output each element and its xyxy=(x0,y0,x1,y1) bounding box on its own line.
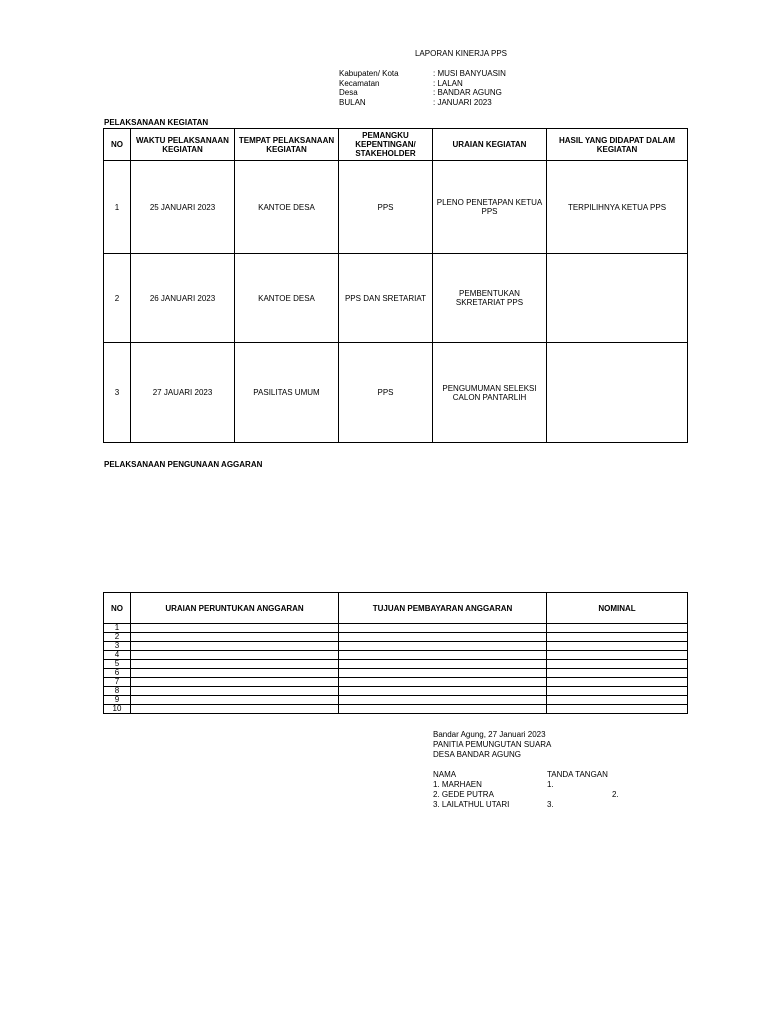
meta-label: Kabupaten/ Kota xyxy=(339,69,399,78)
budget-section-title: PELAKSANAAN PENGUNAAN AGGARAN xyxy=(104,460,263,469)
table-cell: 25 JANUARI 2023 xyxy=(131,161,235,254)
header-cell: PEMANGKU KEPENTINGAN/ STAKEHOLDER xyxy=(339,129,433,161)
table-cell xyxy=(339,642,547,651)
village-name: DESA BANDAR AGUNG xyxy=(433,750,522,759)
meta-label: Desa xyxy=(339,88,358,97)
table-row xyxy=(104,660,688,669)
table-cell xyxy=(339,669,547,678)
table-cell: PASILITAS UMUM xyxy=(235,343,339,443)
header-cell: URAIAN PERUNTUKAN ANGGARAN xyxy=(131,593,339,624)
table-row xyxy=(104,254,688,343)
header-cell: TEMPAT PELAKSANAAN KEGIATAN xyxy=(235,129,339,161)
table-row xyxy=(104,642,688,651)
header-cell: WAKTU PELAKSANAAN KEGIATAN xyxy=(131,129,235,161)
table-cell xyxy=(131,678,339,687)
meta-label: Kecamatan xyxy=(339,79,380,88)
signer-name: 2. GEDE PUTRA xyxy=(433,790,494,799)
activities-section-title: PELAKSANAAN KEGIATAN xyxy=(104,118,209,127)
meta-value: : MUSI BANYUASIN xyxy=(433,69,506,78)
table-cell: 2 xyxy=(104,254,131,343)
table-row xyxy=(104,651,688,660)
table-cell: PEMBENTUKAN SKRETARIAT PPS xyxy=(433,254,547,343)
row-number: 2 xyxy=(104,633,131,642)
header-cell: TUJUAN PEMBAYARAN ANGGARAN xyxy=(339,593,547,624)
table-cell xyxy=(547,633,688,642)
table-header-row xyxy=(104,129,688,161)
table-cell xyxy=(547,660,688,669)
table-cell xyxy=(547,254,688,343)
meta-label: BULAN xyxy=(339,98,366,107)
table-cell xyxy=(339,651,547,660)
table-cell xyxy=(547,642,688,651)
table-cell xyxy=(339,624,547,633)
table-cell xyxy=(547,624,688,633)
table-row xyxy=(104,633,688,642)
table-cell xyxy=(547,669,688,678)
row-number: 5 xyxy=(104,660,131,669)
table-cell: PPS xyxy=(339,161,433,254)
table-cell: KANTOE DESA xyxy=(235,254,339,343)
header-cell: NO xyxy=(104,129,131,161)
signatures-column xyxy=(547,770,619,810)
table-cell xyxy=(339,660,547,669)
table-cell: PPS xyxy=(339,343,433,443)
table-cell xyxy=(339,687,547,696)
signature-slot-2: 2. xyxy=(612,790,619,799)
table-cell xyxy=(131,660,339,669)
table-cell xyxy=(131,669,339,678)
table-row xyxy=(104,161,688,254)
report-title: LAPORAN KINERJA PPS xyxy=(414,49,508,58)
table-cell xyxy=(339,705,547,714)
row-number: 4 xyxy=(104,651,131,660)
table-cell xyxy=(131,687,339,696)
meta-value: : LALAN xyxy=(433,79,463,88)
row-number: 1 xyxy=(104,624,131,633)
table-cell: TERPILIHNYA KETUA PPS xyxy=(547,161,688,254)
table-cell: 26 JANUARI 2023 xyxy=(131,254,235,343)
signature-slot-3: 3. xyxy=(547,800,554,809)
table-cell xyxy=(339,633,547,642)
header-cell: HASIL YANG DIDAPAT DALAM KEGIATAN xyxy=(547,129,688,161)
activities-table xyxy=(103,128,688,443)
committee-name: PANITIA PEMUNGUTAN SUARA xyxy=(433,740,552,749)
table-cell xyxy=(547,678,688,687)
table-cell xyxy=(339,678,547,687)
names-header: NAMA xyxy=(433,770,457,779)
table-cell xyxy=(131,651,339,660)
header-cell: NOMINAL xyxy=(547,593,688,624)
signatures-header: TANDA TANGAN xyxy=(547,770,608,779)
table-cell xyxy=(131,696,339,705)
table-row xyxy=(104,687,688,696)
signature-header xyxy=(433,730,551,760)
table-row xyxy=(104,669,688,678)
row-number: 8 xyxy=(104,687,131,696)
signer-name: 1. MARHAEN xyxy=(433,780,482,789)
table-cell: PENGUMUMAN SELEKSI CALON PANTARLIH xyxy=(433,343,547,443)
table-cell xyxy=(547,705,688,714)
signer-name: 3. LAILATHUL UTARI xyxy=(433,800,510,809)
table-row xyxy=(104,696,688,705)
table-cell: KANTOE DESA xyxy=(235,161,339,254)
header-cell: NO xyxy=(104,593,131,624)
table-cell: PPS DAN SRETARIAT xyxy=(339,254,433,343)
table-row xyxy=(104,678,688,687)
table-cell xyxy=(131,642,339,651)
table-row xyxy=(104,343,688,443)
table-cell xyxy=(547,687,688,696)
signature-slot-1: 1. xyxy=(547,780,554,789)
table-row xyxy=(104,705,688,714)
row-number: 7 xyxy=(104,678,131,687)
table-cell: 27 JAUARI 2023 xyxy=(131,343,235,443)
names-column xyxy=(433,770,509,810)
header-cell: URAIAN KEGIATAN xyxy=(433,129,547,161)
row-number: 3 xyxy=(104,642,131,651)
table-cell xyxy=(547,696,688,705)
table-cell xyxy=(547,651,688,660)
table-row xyxy=(104,624,688,633)
row-number: 6 xyxy=(104,669,131,678)
row-number: 9 xyxy=(104,696,131,705)
table-cell xyxy=(131,624,339,633)
budget-table xyxy=(103,592,688,714)
table-cell xyxy=(131,633,339,642)
row-number: 10 xyxy=(104,705,131,714)
table-cell: 3 xyxy=(104,343,131,443)
table-cell: PLENO PENETAPAN KETUA PPS xyxy=(433,161,547,254)
place-date: Bandar Agung, 27 Januari 2023 xyxy=(433,730,546,739)
table-cell xyxy=(547,343,688,443)
meta-value: : BANDAR AGUNG xyxy=(433,88,502,97)
table-cell xyxy=(339,696,547,705)
table-cell xyxy=(131,705,339,714)
table-header-row xyxy=(104,593,688,624)
table-cell: 1 xyxy=(104,161,131,254)
meta-value: : JANUARI 2023 xyxy=(433,98,492,107)
